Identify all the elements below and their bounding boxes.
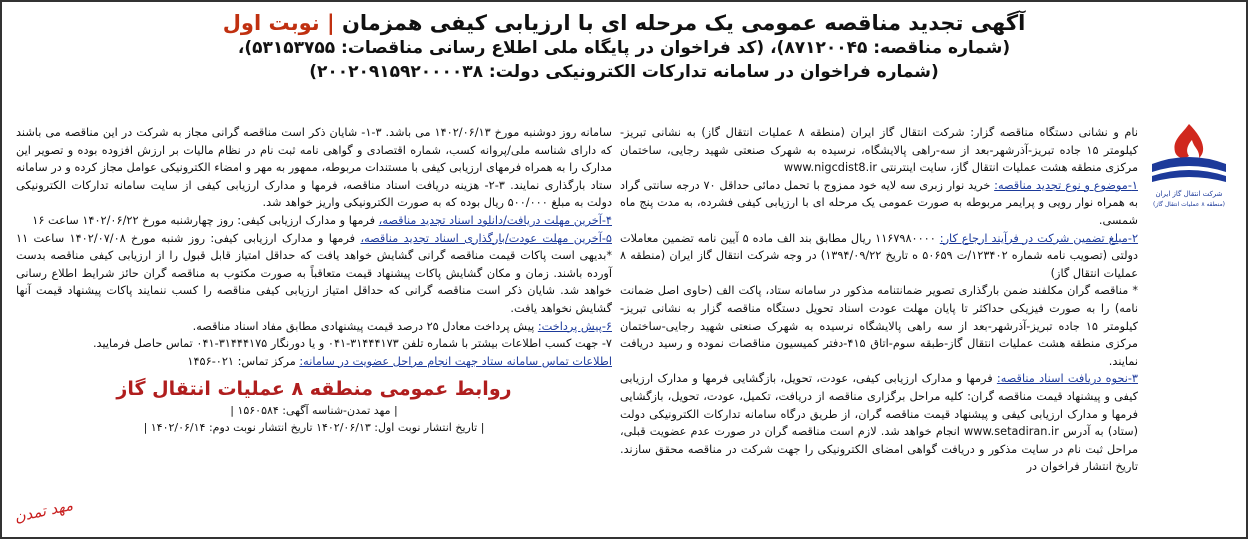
- section-2-heading: ۲-مبلغ تضمین شرکت در فرآیند ارجاع کار:: [939, 231, 1139, 245]
- section-3-text: فرمها و مدارک ارزیابی کیفی، عودت، تحویل، بازگشایی فرمها و مدارک ارزیابی کیفی و پیشنهاد قیمت مناقصه گران: کلیه مراحل برگزاری مناقصه از دریافت، تکمیل، عودت، تحویل، بازگشایی فرمها و مدارک ارزیابی کیفی و پیشنهاد قیمت مناقصه گران، از طریق درگاه سامانه تدارکات الکترونیکی دولت (ستاد) به آدرس www.setadiran.ir انجام خواهد شد. لازم است مناقصه گران در صورت عدم عضویت قبلی، مراحل ثبت نام در سایت مذکور و دریافت گواهی امضای الکترونیکی را جهت شرکت در مناقصه محقق سازند. تاریخ انتشار فراخوان در: [620, 372, 1138, 474]
- section-2-note: * مناقصه گران مکلفند ضمن بارگذاری تصویر ضمانتنامه مذکور در سامانه ستاد، پاکت الف (حاوی اصل ضمانت نامه) را به صورت فیزیکی حداکثر تا پایان مهلت عودت اسناد تحویل دستگاه مناقصه گزار به نشانی تبریز-کیلومتر ۱۵ جاده تبریز-آذرشهر-بعد از سه راهی پالایشگاه نرسیده به شهرک صنعتی شهید رجایی-ساختمان مرکزی منطقه هشت عملیات انتقال گاز-طبقه سوم-اتاق ۴۱۵-دفتر کمیسیون مناقصات نموده و رسید دریافت نمایند.: [620, 284, 1138, 368]
- page-title: [2, 10, 1246, 36]
- section-2: [620, 230, 1138, 283]
- right-column: [620, 124, 1138, 476]
- section-6-text: پیش پرداخت معادل ۲۵ درصد قیمت پیشنهادی مطابق مفاد اسناد مناقصه.: [192, 319, 535, 333]
- section-1: [620, 177, 1138, 230]
- tender-numbers-line: (شماره مناقصه: ۸۷۱۲۰۰۴۵)، (کد فراخوان در پایگاه ملی اطلاع رسانی مناقصات: ۵۳۱۵۳۷۵۵)،: [237, 38, 1011, 58]
- section-4: [16, 212, 612, 230]
- section-8-heading: اطلاعات تماس سامانه ستاد جهت انجام مراحل عضویت در سامانه:: [299, 354, 612, 368]
- section-7: ۷- جهت کسب اطلاعات بیشتر با شماره تلفن ۳۱۴۴۴۱۷۳-۰۴۱ و یا دورنگار ۳۱۴۴۴۱۷۵-۰۴۱ تماس حاصل فرمایید.: [92, 337, 612, 351]
- section-1-heading: ۱-موضوع و نوع تجدید مناقصه:: [994, 178, 1138, 192]
- public-relations-signature: روابط عمومی منطقه ۸ عملیات انتقال گاز: [116, 378, 512, 401]
- title-text: آگهی تجدید مناقصه عمومی یک مرحله ای با ارزیابی کیفی همزمان: [341, 11, 1026, 35]
- newspaper-stamp-icon: [8, 486, 78, 530]
- ad-id-line: | مهد تمدن-شناسه آگهی: ۱۵۶۰۵۸۴ |: [230, 404, 398, 418]
- section-5-heading: ۵-آخرین مهلت عودت/بارگذاری اسناد تجدید مناقصه،: [360, 231, 612, 245]
- section-3: [620, 370, 1138, 476]
- organizer-intro: نام و نشانی دستگاه مناقصه گزار: شرکت انتقال گاز ایران (منطقه ۸ عملیات انتقال گاز) به نشانی تبریز-کیلومتر ۱۵ جاده تبریز-آذرشهر-بعد از سه-راهی پالایشگاه، نرسیده به شهرک صنعتی شهید رجایی، ساختمان مرکزی منطقه هشت عملیات انتقال گاز، سایت اینترنتی www.nigcdist8.ir: [620, 126, 1138, 175]
- header: [2, 2, 1246, 120]
- section-1-text: خرید نوار زبری سه لایه خود ممزوج با تحمل دمائی حداقل ۷۰ درجه سانتی گراد به همراه نوار رویی و پرایمر مربوطه به صورت عمومی یک مرحله ای با ارزیابی کیفی فشرده، به مدت پنج ماه شمسی.: [620, 178, 1138, 227]
- section-8-text: مرکز تماس: ۰۲۱-۱۴۵۶: [187, 354, 296, 368]
- section-5: [16, 230, 612, 318]
- section-4-heading: ۴-آخرین مهلت دریافت/دانلود اسناد تجدید مناقصه،: [378, 213, 612, 227]
- section-3-heading: ۳-نحوه دریافت اسناد مناقصه:: [996, 372, 1138, 386]
- section-4-text: فرمها و مدارک ارزیابی کیفی: روز چهارشنبه مورخ ۱۴۰۲/۰۶/۲۲ ساعت ۱۶: [32, 213, 376, 227]
- section-5-text: فرمها و مدارک ارزیابی کیفی: روز شنبه مورخ ۱۴۰۲/۰۷/۰۸ ساعت ۱۱ *بدیهی است پاکات قیمت مناقصه گرانی گشایش خواهد یافت که حداقل امتیاز قابل قبول را از ارزیابی کیفی مناقصه بدست آورده باشند. زمان و مکان گشایش پاکات پیشنهاد قیمت متعاقباً به صورت مکتوب به مناقصه گران حائز شرایط اطلاع رسانی خواهد شد. شایان ذکر است مناقصه گرانی که حداقل امتیاز ارزیابی کیفی مناقصه را کسب ننمایند پاکات پیشنهاد قیمت آنها گشایش نخواهد یافت.: [16, 231, 612, 315]
- section-6: [16, 318, 612, 336]
- section-2-text: ۱۱۶۷۹۸۰۰۰۰ ریال مطابق بند الف ماده ۵ آیین نامه تضمین معاملات دولتی (تصویب نامه شماره ۱۲۳۴۰۲/ت ۵۰۶۵۹ ه تاریخ ۱۳۹۴/۰۹/۲۲) در وجه شرکت انتقال گاز ایران (منطقه ۸ عملیات انتقال گاز): [620, 231, 1139, 280]
- stamp-text: مهد تمدن: [12, 495, 75, 526]
- section-6-heading: ۶-پیش پرداخت:: [537, 319, 612, 333]
- logo-caption: شرکت انتقال گاز ایران: [1155, 190, 1223, 198]
- section-8: [16, 353, 612, 371]
- company-logo-icon: [1142, 120, 1236, 210]
- logo-subcaption: (منطقه ۸ عملیات انتقال گاز): [1152, 201, 1226, 208]
- left-column: [16, 124, 612, 436]
- publication-dates-line: | تاریخ انتشار نوبت اول: ۱۴۰۲/۰۶/۱۳ تاریخ انتشار نوبت دوم: ۱۴۰۲/۰۶/۱۴ |: [143, 421, 485, 435]
- call-number-line: (شماره فراخوان در سامانه تدارکات الکترونیکی دولت: ۲۰۰۲۰۹۱۵۹۲۰۰۰۰۳۸): [309, 62, 939, 82]
- title-round-tag: | نوبت اول: [222, 11, 335, 35]
- section-3-continued: سامانه روز دوشنبه مورخ ۱۴۰۲/۰۶/۱۳ می باشد. ۳-۱- شایان ذکر است مناقصه گرانی مجاز به شرکت در این مناقصه می باشند که دارای شناسه ملی/پروانه کسب، شماره اقتصادی و گواهی نامه ثبت نام در نظام مالیات بر ارزش افزوده بوده و تصویر این مدارک را به همراه فرمهای ارزیابی کیفی با مستندات مربوطه، ممهور به مهر و امضاء الکترونیکی عوامل مجاز کرده و در سامانه ستاد بارگذاری نمایند. ۳-۲- هزینه دریافت اسناد مناقصه، فرمها و مدارک ارزیابی کیفی از سایت سامانه تدارکات الکترونیکی دولت به مبلغ ۵۰۰/۰۰۰ ریال بوده که به صورت الکترونیکی واریز خواهد شد.: [16, 126, 612, 210]
